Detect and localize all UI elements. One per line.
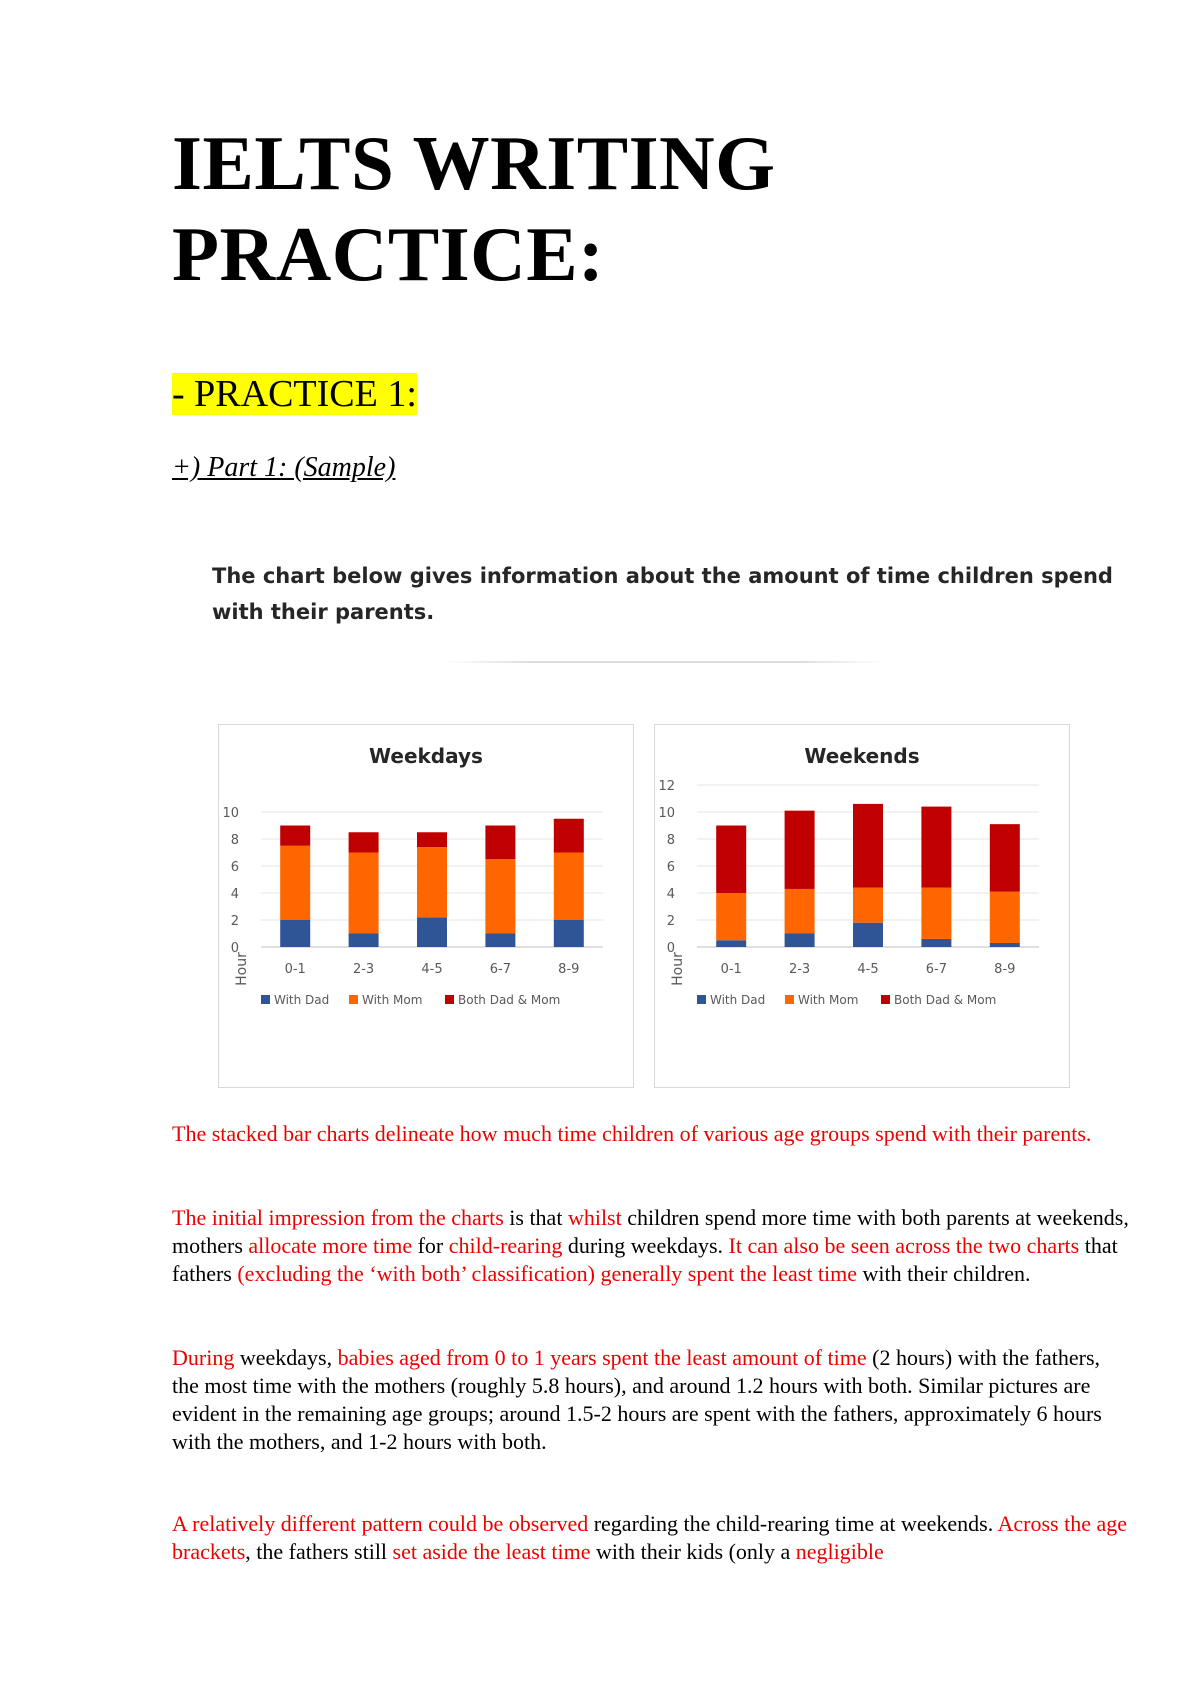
y-tick-label: 8 [230, 833, 239, 848]
bar-segment [716, 893, 746, 940]
separator-line [445, 661, 885, 663]
bar-segment [349, 934, 379, 948]
bar-segment [716, 940, 746, 947]
paragraph-3 [172, 1344, 1132, 1456]
x-tick-label: 4-5 [421, 962, 443, 977]
bar-segment [554, 853, 584, 921]
paragraph-2-segment: during weekdays. [562, 1233, 729, 1258]
paragraph-4-segment: regarding the child-rearing time at weekends. [588, 1511, 998, 1536]
bar-segment [280, 920, 310, 947]
paragraph-4 [172, 1510, 1132, 1566]
bar-segment [417, 832, 447, 847]
legend-label: Both Dad & Mom [894, 993, 997, 1007]
bar-segment [990, 892, 1020, 943]
task-prompt [212, 558, 1132, 630]
paragraph-2 [172, 1204, 1132, 1288]
legend-swatch [445, 995, 454, 1004]
bar-segment [417, 917, 447, 947]
weekends-chart-svg [655, 725, 1069, 1087]
legend-swatch [881, 995, 890, 1004]
paragraph-3-segment: During [172, 1345, 235, 1370]
paragraph-4-segment: A relatively different pattern could be observed [172, 1511, 589, 1536]
paragraph-4-segment: with their kids (only a [590, 1539, 796, 1564]
bar-segment [921, 807, 951, 888]
x-tick-label: 6-7 [489, 962, 512, 977]
bar-segment [280, 846, 310, 920]
legend-swatch [785, 995, 794, 1004]
bar-segment [417, 847, 447, 917]
y-tick-label: 12 [658, 779, 675, 794]
paragraph-1 [172, 1120, 1132, 1148]
legend-swatch [349, 995, 358, 1004]
legend-label: With Mom [798, 993, 859, 1007]
weekdays-chart [218, 724, 634, 1088]
y-tick-label: 0 [666, 941, 675, 956]
y-tick-label: 2 [666, 914, 675, 929]
bar-segment [485, 934, 515, 948]
y-tick-label: 2 [230, 914, 239, 929]
bar-segment [280, 826, 310, 846]
bar-segment [990, 824, 1020, 892]
x-tick-label: 0-1 [284, 962, 306, 977]
bar-segment [853, 923, 883, 947]
paragraph-2-segment: allocate more time [248, 1233, 413, 1258]
bar-segment [921, 939, 951, 947]
x-tick-label: 4-5 [857, 962, 879, 977]
paragraph-2-segment: that fathers [172, 1233, 1118, 1286]
bar-segment [853, 888, 883, 923]
y-tick-label: 10 [658, 806, 675, 821]
paragraph-2-segment: (excluding the ‘with both’ classification) generally spent the least time [237, 1261, 858, 1286]
bar-segment [853, 804, 883, 888]
x-tick-label: 0-1 [720, 962, 742, 977]
bar-segment [349, 832, 379, 852]
y-axis-label: Hour [234, 952, 250, 986]
paragraph-2-segment: with their children. [857, 1261, 1031, 1286]
y-tick-label: 0 [230, 941, 239, 956]
y-tick-label: 4 [230, 887, 239, 902]
bar-segment [485, 859, 515, 933]
paragraph-3-segment: (2 hours) with the fathers, the most time with the mothers (roughly 5.8 hours), and around 1.2 hours with both. Similar pictures are evident in the remaining age groups; around 1.5-2 hours are spent with the fathers, approximately 6 hours with the mothers, and 1-2 hours with both. [172, 1345, 1102, 1454]
paragraph-2-segment: The initial impression from the charts [172, 1205, 504, 1230]
paragraph-2-segment: child-rearing [448, 1233, 563, 1258]
legend-label: Both Dad & Mom [458, 993, 561, 1007]
y-tick-label: 8 [666, 833, 675, 848]
paragraph-4-segment: , the fathers still [245, 1539, 393, 1564]
bar-segment [785, 811, 815, 889]
bar-segment [554, 819, 584, 853]
prompt-line-1: The chart below gives information about the amount of time children spend [212, 564, 1113, 588]
title-line-1: IELTS WRITING [172, 120, 776, 206]
paragraph-4-segment: set aside the least time [392, 1539, 591, 1564]
x-tick-label: 2-3 [788, 962, 811, 977]
bar-segment [785, 889, 815, 934]
bar-segment [785, 934, 815, 948]
y-tick-label: 10 [222, 806, 239, 821]
practice-heading [172, 372, 417, 416]
bar-segment [554, 920, 584, 947]
title-line-2: PRACTICE: [172, 211, 605, 297]
paragraph-4-segment: Across the age brackets [172, 1511, 1128, 1564]
legend-swatch [261, 995, 270, 1004]
prompt-line-2: with their parents. [212, 600, 435, 624]
paragraph-2-segment: It can also be seen across the two charts [728, 1233, 1080, 1258]
bar-segment [349, 853, 379, 934]
paragraph-2-segment: for [412, 1233, 449, 1258]
paragraph-3-segment: babies aged from 0 to 1 years spent the least amount of time [337, 1345, 867, 1370]
x-tick-label: 2-3 [352, 962, 375, 977]
chart-title: Weekends [804, 744, 920, 768]
y-tick-label: 4 [666, 887, 675, 902]
y-tick-label: 6 [230, 860, 239, 875]
weekends-chart [654, 724, 1070, 1088]
part-subheading: +) Part 1: (Sample) [172, 452, 396, 483]
chart-title: Weekdays [369, 744, 483, 768]
paragraph-2-segment: children spend more time with both parents at weekends, mothers [172, 1205, 1129, 1258]
paragraph-1-segment: The stacked bar charts delineate how much time children of various age groups spend with their parents. [172, 1121, 1092, 1146]
paragraph-4-segment: negligible [795, 1539, 884, 1564]
paragraph-3-segment: weekdays, [234, 1345, 338, 1370]
paragraph-2-segment: is that [503, 1205, 568, 1230]
legend-label: With Dad [274, 993, 330, 1007]
document-title [172, 118, 776, 300]
bar-segment [990, 943, 1020, 947]
weekdays-chart-svg [219, 725, 633, 1087]
y-tick-label: 6 [666, 860, 675, 875]
x-tick-label: 8-9 [558, 962, 580, 977]
x-tick-label: 8-9 [994, 962, 1016, 977]
bar-segment [485, 826, 515, 860]
bar-segment [716, 826, 746, 894]
legend-label: With Mom [362, 993, 423, 1007]
x-tick-label: 6-7 [925, 962, 948, 977]
paragraph-2-segment: whilst [567, 1205, 622, 1230]
bar-segment [921, 888, 951, 939]
y-axis-label: Hour [670, 952, 686, 986]
practice-heading-text: - PRACTICE 1: [172, 373, 417, 415]
legend-swatch [697, 995, 706, 1004]
legend-label: With Dad [710, 993, 766, 1007]
